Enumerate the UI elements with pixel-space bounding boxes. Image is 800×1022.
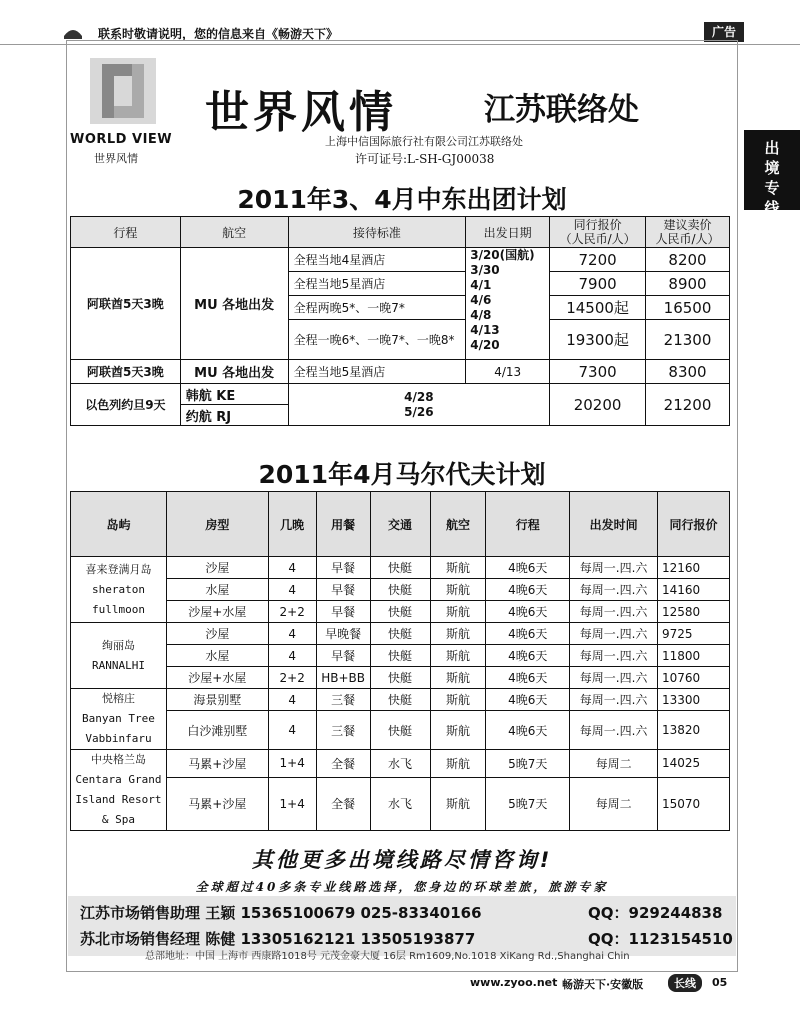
- side-tab-char: 境: [764, 159, 780, 177]
- meals-cell: 早晚餐: [316, 623, 370, 645]
- airline-cell: 斯航: [430, 645, 486, 667]
- price-cell: 11800: [658, 645, 730, 667]
- airline-cell: 韩航 KE: [180, 384, 288, 405]
- section-badge: 长线: [668, 974, 702, 992]
- table-row: [71, 384, 730, 405]
- table-row: [71, 689, 730, 711]
- table-header-row: [71, 217, 730, 248]
- nights-cell: 1+4: [268, 777, 316, 830]
- island-name-line: RANNALHI: [91, 658, 145, 672]
- table-row: [71, 667, 730, 689]
- side-tab-char: 出: [764, 139, 780, 157]
- col-header: 行程: [71, 217, 181, 248]
- table-row: [71, 557, 730, 579]
- itinerary-cell: 5晚7天: [486, 777, 570, 830]
- middle-east-table: [70, 216, 730, 426]
- airline-cell: 斯航: [430, 689, 486, 711]
- logo-english: WORLD VIEW: [70, 132, 173, 147]
- departure-cell: 每周一.四.六: [570, 645, 658, 667]
- price-cell: 19300起: [550, 320, 646, 360]
- col-header: 接待标准: [288, 217, 466, 248]
- retail-cell: 8200: [646, 248, 730, 272]
- price-cell: 12580: [658, 601, 730, 623]
- table-row: [71, 645, 730, 667]
- office-name: 江苏联络处: [484, 92, 639, 128]
- meals-cell: HB+BB: [316, 667, 370, 689]
- room-type-cell: 马累+沙屋: [166, 777, 268, 830]
- transport-cell: 水飞: [370, 750, 430, 778]
- airline-cell: MU 各地出发: [180, 360, 288, 384]
- airline-cell: 斯航: [430, 777, 486, 830]
- standard-cell: 全程当地4星酒店: [288, 248, 466, 272]
- meals-cell: 早餐: [316, 579, 370, 601]
- transport-cell: 水飞: [370, 777, 430, 830]
- itinerary-cell: 4晚6天: [486, 711, 570, 750]
- contact-qq: QQ：929244838: [588, 904, 723, 922]
- island-cell: [71, 557, 167, 623]
- room-type-cell: 海景别墅: [166, 689, 268, 711]
- transport-cell: 快艇: [370, 557, 430, 579]
- price-cell: 14025: [658, 750, 730, 778]
- col-header: 岛屿: [71, 492, 167, 557]
- island-name-line: fullmoon: [91, 602, 145, 616]
- page-number: 05: [712, 976, 728, 989]
- route-cell: 阿联酋5天3晚: [71, 360, 181, 384]
- departure-cell: 每周一.四.六: [570, 601, 658, 623]
- retail-cell: 16500: [646, 296, 730, 320]
- island-cell: [71, 689, 167, 750]
- itinerary-cell: 4晚6天: [486, 689, 570, 711]
- nights-cell: 4: [268, 645, 316, 667]
- airline-cell: 斯航: [430, 750, 486, 778]
- nights-cell: 2+2: [268, 601, 316, 623]
- island-name-line: Centara Grand: [75, 773, 162, 786]
- logo-chinese: 世界风情: [94, 152, 138, 165]
- standard-cell: 全程当地5星酒店: [288, 272, 466, 296]
- col-header: 出发日期: [466, 217, 550, 248]
- standard-cell: 全程一晚6*、一晚7*、一晚8*: [288, 320, 466, 360]
- island-name-line: Banyan Tree: [82, 712, 155, 725]
- nights-cell: 4: [268, 689, 316, 711]
- contact-line: 苏北市场销售经理 陈健 13305162121 13505193877: [80, 930, 476, 948]
- room-type-cell: 水屋: [166, 579, 268, 601]
- island-name-line: sheraton: [91, 582, 145, 596]
- col-header: 建议卖价 人民币/人）: [646, 217, 730, 248]
- dates-cell: [288, 384, 550, 426]
- meals-cell: 全餐: [316, 750, 370, 778]
- meals-cell: 早餐: [316, 645, 370, 667]
- airline-cell: 斯航: [430, 623, 486, 645]
- meals-cell: 三餐: [316, 689, 370, 711]
- airline-cell: 约航 RJ: [180, 405, 288, 426]
- retail-cell: 8300: [646, 360, 730, 384]
- date-item: 4/6: [470, 293, 492, 307]
- table-row: [71, 623, 730, 645]
- side-tab-char: 线: [764, 199, 780, 217]
- departure-cell: 每周一.四.六: [570, 667, 658, 689]
- nights-cell: 4: [268, 711, 316, 750]
- retail-cell: 21200: [646, 384, 730, 426]
- room-type-cell: 白沙滩别墅: [166, 711, 268, 750]
- meals-cell: 全餐: [316, 777, 370, 830]
- tagline: 全球超过40多条专业线路选择，您身边的环球差旅，旅游专家: [195, 880, 609, 894]
- itinerary-cell: 4晚6天: [486, 623, 570, 645]
- table-row: [71, 777, 730, 830]
- brand-name: 世界风情: [205, 87, 397, 138]
- date-item: 3/20(国航): [470, 248, 535, 262]
- maldives-title: 2011年4月马尔代夫计划: [258, 460, 546, 489]
- date-item: 4/13: [470, 323, 500, 337]
- hq-address: 总部地址：中国 上海市 西康路1018号 元茂金豪大厦 16层 Rm1609,No.1018 XiKang Rd.,Shanghai Chin: [145, 951, 630, 962]
- airline-cell: 斯航: [430, 711, 486, 750]
- airline-cell: 斯航: [430, 667, 486, 689]
- price-cell: 9725: [658, 623, 730, 645]
- price-cell: 13820: [658, 711, 730, 750]
- price-cell: 7900: [550, 272, 646, 296]
- price-cell: 14160: [658, 579, 730, 601]
- standard-cell: 全程当地5星酒店: [288, 360, 466, 384]
- itinerary-cell: 4晚6天: [486, 667, 570, 689]
- departure-cell: 每周一.四.六: [570, 623, 658, 645]
- section-side-tab: [744, 130, 800, 217]
- departure-cell: 每周二: [570, 777, 658, 830]
- room-type-cell: 沙屋+水屋: [166, 601, 268, 623]
- itinerary-cell: 5晚7天: [486, 750, 570, 778]
- edition-label: 畅游天下·安徽版: [562, 978, 644, 991]
- date-item: 3/30: [470, 263, 500, 277]
- itinerary-cell: 4晚6天: [486, 645, 570, 667]
- departure-cell: 每周二: [570, 750, 658, 778]
- magazine-logo-icon: [62, 24, 84, 40]
- ad-label: 广告: [704, 22, 744, 42]
- price-cell: 13300: [658, 689, 730, 711]
- island-cell: [71, 623, 167, 689]
- side-tab-char: 专: [764, 179, 780, 197]
- table-row: [71, 601, 730, 623]
- date-item: 4/20: [470, 338, 500, 352]
- itinerary-cell: 4晚6天: [486, 557, 570, 579]
- company-name: 上海中信国际旅行社有限公司江苏联络处: [325, 135, 523, 148]
- contact-line: 江苏市场销售助理 王颖 15365100679 025-83340166: [80, 904, 482, 922]
- room-type-cell: 沙屋: [166, 557, 268, 579]
- nights-cell: 2+2: [268, 667, 316, 689]
- transport-cell: 快艇: [370, 689, 430, 711]
- itinerary-cell: 4晚6天: [486, 579, 570, 601]
- col-header: 同行报价: [658, 492, 730, 557]
- nights-cell: 4: [268, 557, 316, 579]
- table-row: [71, 360, 730, 384]
- world-view-emblem-icon: [88, 56, 158, 126]
- departure-cell: 每周一.四.六: [570, 689, 658, 711]
- source-notice: 联系时敬请说明，您的信息来自《畅游天下》: [98, 27, 339, 41]
- middle-east-title: 2011年3、4月中东出团计划: [237, 185, 567, 214]
- contact-qq: QQ：1123154510: [588, 930, 733, 948]
- island-name-line: Vabbinfaru: [85, 732, 152, 745]
- col-header: 行程: [486, 492, 570, 557]
- price-cell: 12160: [658, 557, 730, 579]
- table-header-row: [71, 492, 730, 557]
- meals-cell: 早餐: [316, 557, 370, 579]
- col-header: 航空: [180, 217, 288, 248]
- col-header: 几晚: [268, 492, 316, 557]
- dates-cell: [466, 248, 550, 360]
- room-type-cell: 马累+沙屋: [166, 750, 268, 778]
- room-type-cell: 沙屋: [166, 623, 268, 645]
- meals-cell: 早餐: [316, 601, 370, 623]
- island-name-line: 喜来登满月岛: [85, 562, 152, 576]
- col-header: 同行报价 （人民币/人）: [550, 217, 646, 248]
- transport-cell: 快艇: [370, 623, 430, 645]
- date-item: 4/8: [470, 308, 492, 322]
- route-cell: 阿联酋5天3晚: [71, 248, 181, 360]
- maldives-table: [70, 491, 730, 831]
- airline-cell: 斯航: [430, 601, 486, 623]
- standard-cell: 全程两晚5*、一晚7*: [288, 296, 466, 320]
- transport-cell: 快艇: [370, 711, 430, 750]
- price-cell: 20200: [550, 384, 646, 426]
- nights-cell: 1+4: [268, 750, 316, 778]
- transport-cell: 快艇: [370, 579, 430, 601]
- table-row: [71, 750, 730, 778]
- nights-cell: 4: [268, 579, 316, 601]
- page-footer: [0, 972, 800, 996]
- departure-cell: 每周一.四.六: [570, 579, 658, 601]
- retail-cell: 8900: [646, 272, 730, 296]
- room-type-cell: 水屋: [166, 645, 268, 667]
- date-item: 4/28: [404, 389, 434, 404]
- transport-cell: 快艇: [370, 601, 430, 623]
- island-name-line: 绚丽岛: [101, 638, 135, 652]
- island-name-line: & Spa: [101, 813, 136, 826]
- price-cell: 7200: [550, 248, 646, 272]
- slogan: 其他更多出境线路尽情咨询!: [251, 848, 553, 872]
- price-cell: 14500起: [550, 296, 646, 320]
- table-row: [71, 711, 730, 750]
- col-header: 用餐: [316, 492, 370, 557]
- col-header: 出发时间: [570, 492, 658, 557]
- date-item: 4/1: [470, 278, 492, 292]
- meals-cell: 三餐: [316, 711, 370, 750]
- date-cell: 4/13: [466, 360, 550, 384]
- table-row: [71, 248, 730, 272]
- col-header: 航空: [430, 492, 486, 557]
- departure-cell: 每周一.四.六: [570, 711, 658, 750]
- airline-cell: 斯航: [430, 579, 486, 601]
- retail-cell: 21300: [646, 320, 730, 360]
- license-number: 许可证号:L-SH-GJ00038: [355, 152, 495, 166]
- island-name-line: Island Resort: [75, 793, 162, 806]
- table-row: [71, 579, 730, 601]
- date-item: 5/26: [404, 404, 434, 419]
- itinerary-cell: 4晚6天: [486, 601, 570, 623]
- departure-cell: 每周一.四.六: [570, 557, 658, 579]
- col-header: 房型: [166, 492, 268, 557]
- website-link[interactable]: www.zyoo.net: [470, 976, 558, 989]
- island-name-line: 中央格兰岛: [90, 753, 146, 766]
- price-cell: 15070: [658, 777, 730, 830]
- island-name-line: 悦榕庄: [101, 692, 135, 705]
- room-type-cell: 沙屋+水屋: [166, 667, 268, 689]
- nights-cell: 4: [268, 623, 316, 645]
- route-cell: 以色列约旦9天: [71, 384, 181, 426]
- price-cell: 7300: [550, 360, 646, 384]
- col-header: 交通: [370, 492, 430, 557]
- airline-cell: 斯航: [430, 557, 486, 579]
- price-cell: 10760: [658, 667, 730, 689]
- transport-cell: 快艇: [370, 645, 430, 667]
- island-cell: [71, 750, 167, 831]
- airline-cell: MU 各地出发: [180, 248, 288, 360]
- transport-cell: 快艇: [370, 667, 430, 689]
